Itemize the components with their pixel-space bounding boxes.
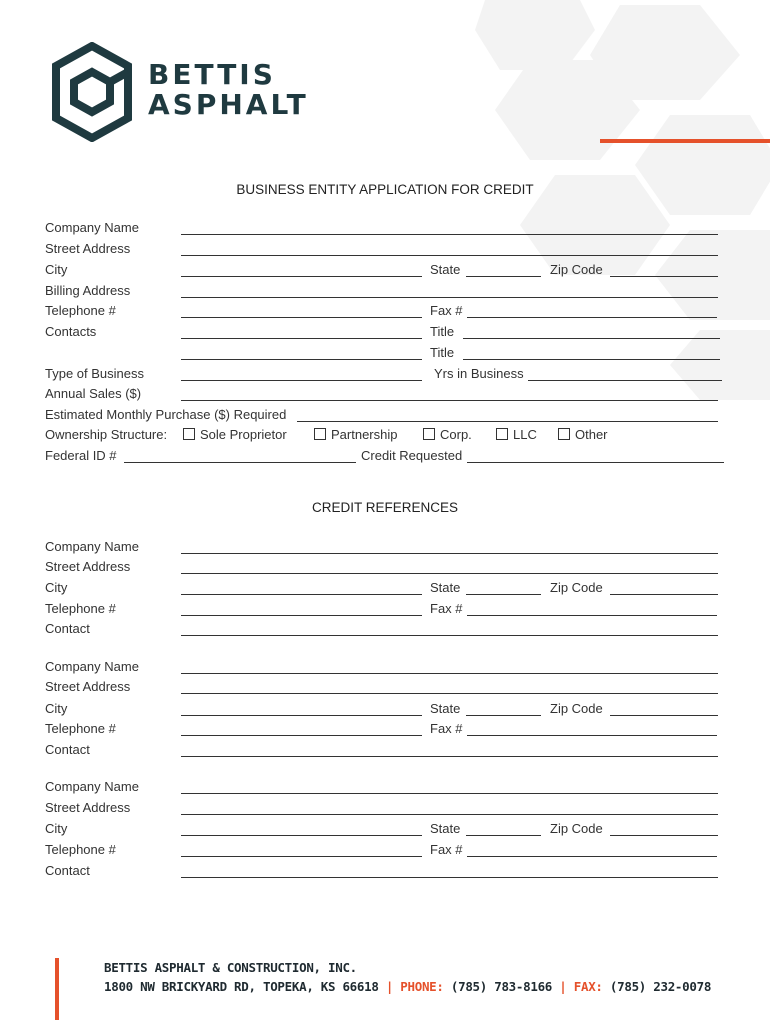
federal-id-label: Federal ID # (45, 448, 117, 463)
ref-3-telephone-field[interactable] (181, 856, 422, 857)
city-field[interactable] (181, 276, 422, 277)
state-field[interactable] (466, 276, 541, 277)
ref-zip-label: Zip Code (550, 580, 603, 595)
fax-label: Fax # (430, 303, 463, 318)
option-label: LLC (513, 427, 537, 442)
ref-3-street-row (0, 799, 770, 817)
ref-2-contact-row (0, 741, 770, 759)
ref-3-fax-field[interactable] (467, 856, 717, 857)
ref-3-contact-row (0, 862, 770, 880)
ref-2-telephone-field[interactable] (181, 735, 422, 736)
ref-1-zip-field[interactable] (610, 594, 718, 595)
annual-sales-label: Annual Sales ($) (45, 386, 142, 401)
yrs-in-business-label: Yrs in Business (434, 366, 524, 381)
ref-city-label: City (45, 580, 68, 595)
federal-id-field[interactable] (124, 462, 356, 463)
ref-state-label: State (430, 821, 461, 836)
ref-1-telephone-field[interactable] (181, 615, 422, 616)
ref-1-contact-row (0, 620, 770, 638)
footer-fax: (785) 232-0078 (609, 979, 712, 994)
ref-company-name-label: Company Name (45, 779, 139, 794)
ref-1-company-field[interactable] (181, 553, 718, 554)
ref-3-state-field[interactable] (466, 835, 541, 836)
ref-state-label: State (430, 580, 461, 595)
ownership-label: Ownership Structure: (45, 427, 168, 442)
billing-address-label: Billing Address (45, 283, 131, 298)
billing-address-row (0, 282, 770, 300)
company-name-field[interactable] (181, 234, 718, 235)
title-1-field[interactable] (463, 338, 720, 339)
billing-address-field[interactable] (181, 297, 718, 298)
ref-telephone-label: Telephone # (45, 842, 116, 857)
telephone-field[interactable] (181, 317, 422, 318)
ref-2-contact-field[interactable] (181, 756, 718, 757)
contacts-label: Contacts (45, 324, 97, 339)
footer-separator: | (559, 979, 567, 994)
ref-1-city-field[interactable] (181, 594, 422, 595)
ref-contact-label: Contact (45, 863, 90, 878)
ref-1-contact-field[interactable] (181, 635, 718, 636)
ref-1-state-field[interactable] (466, 594, 541, 595)
wordmark-line-2: ASPHALT (148, 88, 309, 121)
ref-2-fax-field[interactable] (467, 735, 717, 736)
option-label: Sole Proprietor (200, 427, 287, 442)
ref-company-name-label: Company Name (45, 539, 139, 554)
checkbox-icon[interactable] (314, 428, 326, 440)
ref-2-city-row (0, 700, 770, 718)
checkbox-icon[interactable] (423, 428, 435, 440)
ref-telephone-label: Telephone # (45, 721, 116, 736)
type-of-business-label: Type of Business (45, 366, 144, 381)
ref-fax-label: Fax # (430, 721, 463, 736)
ownership-partnership-option[interactable] (314, 426, 397, 444)
ref-3-city-row (0, 820, 770, 838)
contacts-row-2 (0, 344, 770, 362)
company-name-row (0, 219, 770, 237)
wordmark-line-1: BETTIS (148, 58, 276, 91)
footer-phone-label: PHONE: (400, 979, 444, 994)
checkbox-icon[interactable] (183, 428, 195, 440)
monthly-purchase-row (0, 406, 770, 424)
title-2-label: Title (430, 345, 455, 360)
ref-2-telephone-row (0, 720, 770, 738)
ref-1-city-row (0, 579, 770, 597)
form-title: BUSINESS ENTITY APPLICATION FOR CREDIT (236, 182, 534, 197)
checkbox-icon[interactable] (496, 428, 508, 440)
ref-city-label: City (45, 701, 68, 716)
telephone-row (0, 302, 770, 320)
ref-fax-label: Fax # (430, 601, 463, 616)
ref-telephone-label: Telephone # (45, 601, 116, 616)
monthly-purchase-label: Estimated Monthly Purchase ($) Required (45, 407, 287, 422)
street-address-field[interactable] (181, 255, 718, 256)
ref-2-company-field[interactable] (181, 673, 718, 674)
ref-3-company-field[interactable] (181, 793, 718, 794)
yrs-in-business-field[interactable] (528, 380, 722, 381)
option-label: Other (575, 427, 608, 442)
footer-company-name: BETTIS ASPHALT & CONSTRUCTION, INC. (104, 960, 357, 975)
type-of-business-row (0, 365, 770, 383)
company-wordmark (148, 60, 309, 120)
contact-1-field[interactable] (181, 338, 422, 339)
ref-2-street-row (0, 678, 770, 696)
ref-state-label: State (430, 701, 461, 716)
annual-sales-row (0, 385, 770, 403)
ref-street-address-label: Street Address (45, 800, 131, 815)
ref-zip-label: Zip Code (550, 701, 603, 716)
ref-3-contact-field[interactable] (181, 877, 718, 878)
ownership-other-option[interactable] (558, 426, 608, 444)
street-address-label: Street Address (45, 241, 131, 256)
footer-address: 1800 NW BRICKYARD RD, TOPEKA, KS 66618 (104, 979, 379, 994)
ref-company-name-label: Company Name (45, 659, 139, 674)
ref-2-street-field[interactable] (181, 693, 718, 694)
ref-2-city-field[interactable] (181, 715, 422, 716)
ref-street-address-label: Street Address (45, 559, 131, 574)
company-name-label: Company Name (45, 220, 139, 235)
telephone-label: Telephone # (45, 303, 116, 318)
annual-sales-field[interactable] (181, 400, 718, 401)
ref-2-zip-field[interactable] (610, 715, 718, 716)
city-label: City (45, 262, 68, 277)
ref-3-zip-field[interactable] (610, 835, 718, 836)
ref-2-state-field[interactable] (466, 715, 541, 716)
credit-references-title: CREDIT REFERENCES (311, 500, 459, 515)
footer-accent-bar (55, 958, 59, 1020)
option-label: Corp. (440, 427, 472, 442)
ref-1-street-row (0, 558, 770, 576)
ref-contact-label: Contact (45, 742, 90, 757)
title-2-field[interactable] (463, 359, 720, 360)
credit-requested-field[interactable] (467, 462, 724, 463)
ref-3-telephone-row (0, 841, 770, 859)
monthly-purchase-field[interactable] (297, 421, 718, 422)
ref-contact-label: Contact (45, 621, 90, 636)
option-label: Partnership (331, 427, 398, 442)
city-row (0, 261, 770, 279)
ref-zip-label: Zip Code (550, 821, 603, 836)
street-address-row (0, 240, 770, 258)
federal-id-row (0, 447, 770, 465)
ref-1-company-row (0, 538, 770, 556)
contacts-row (0, 323, 770, 341)
ownership-llc-option[interactable] (496, 426, 537, 444)
zip-label: Zip Code (550, 262, 603, 277)
header-accent-rule (600, 139, 770, 143)
bettis-logo-icon (52, 42, 132, 142)
ref-city-label: City (45, 821, 68, 836)
ref-3-city-field[interactable] (181, 835, 422, 836)
title-1-label: Title (430, 324, 455, 339)
contact-2-field[interactable] (181, 359, 422, 360)
ref-2-company-row (0, 658, 770, 676)
zip-field[interactable] (610, 276, 718, 277)
footer-fax-label: FAX: (573, 979, 603, 994)
fax-field[interactable] (467, 317, 717, 318)
credit-requested-label: Credit Requested (361, 448, 463, 463)
footer-separator: | (385, 979, 394, 994)
ref-1-telephone-row (0, 600, 770, 618)
type-of-business-field[interactable] (181, 380, 422, 381)
ownership-sole-proprietor-option[interactable] (183, 426, 287, 444)
footer-address-line (104, 977, 711, 996)
ref-fax-label: Fax # (430, 842, 463, 857)
checkbox-icon[interactable] (558, 428, 570, 440)
state-label: State (430, 262, 461, 277)
ref-3-company-row (0, 778, 770, 796)
ownership-row (0, 426, 770, 444)
footer-contact-block (104, 958, 711, 996)
ref-street-address-label: Street Address (45, 679, 131, 694)
ref-3-street-field[interactable] (181, 814, 718, 815)
ref-1-street-field[interactable] (181, 573, 718, 574)
footer-phone: (785) 783-8166 (450, 979, 553, 994)
ownership-corp-option[interactable] (423, 426, 472, 444)
ref-1-fax-field[interactable] (467, 615, 717, 616)
